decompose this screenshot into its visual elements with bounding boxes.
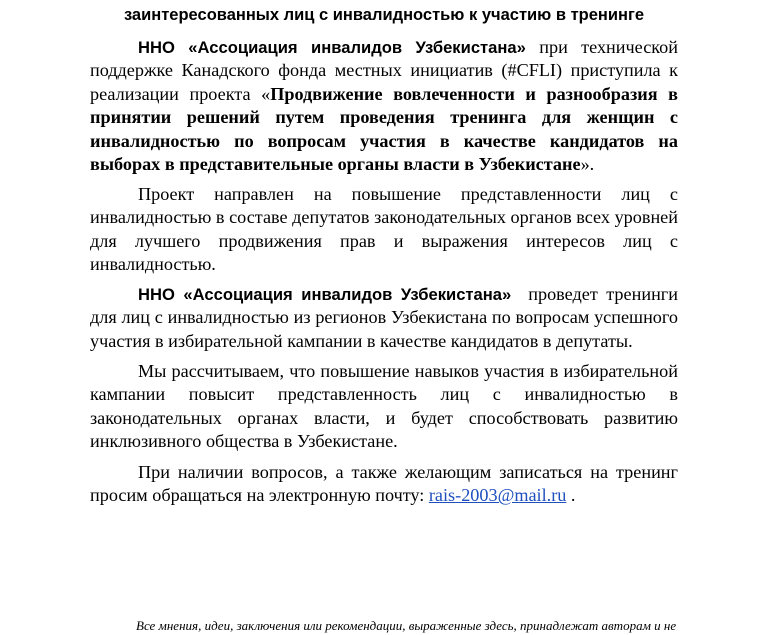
paragraph-text: при технической поддержке Канадского фонда местных инициатив (#CFLI) приступила к реализации проекта « bbox=[90, 37, 679, 104]
paragraph-text: При наличии вопросов, а также желающим записаться на тренинг просим обращаться на электронную почту: bbox=[90, 462, 678, 506]
paragraph-text: . bbox=[566, 485, 576, 506]
paragraph-contact bbox=[90, 461, 678, 508]
paragraph-expectations bbox=[90, 360, 678, 454]
paragraph-text: проведет тренинги для лиц с инвалидностью из регионов Узбекистана по вопросам успешного участия в избирательной кампании в качестве кандидатов в депутаты. bbox=[90, 284, 683, 351]
paragraph-project-goal bbox=[90, 183, 678, 277]
organization-name: ННО «Ассоциация инвалидов Узбекистана» bbox=[138, 38, 526, 57]
paragraph-text: Мы рассчитываем, что повышение навыков участия в избирательной кампании повысит представленность лиц с инвалидностью в законодательных органах власти, и будет способствовать развитию инклюзивного общества в Узбекистане. bbox=[90, 361, 678, 452]
paragraph-text: ». bbox=[580, 154, 595, 175]
disclaimer-footnote: Все мнения, идеи, заключения или рекомендации, выраженные здесь, принадлежат авторам и не bbox=[136, 618, 677, 633]
paragraph-text: Проект направлен на повышение представленности лиц с инвалидностью в составе депутатов законодательных органов всех уровней для лучшего продвижения прав и выражения интересов лиц с инвалидностью. bbox=[90, 184, 678, 275]
project-title: Продвижение вовлеченности и разнообразия в принятии решений путем проведения тренинга для женщин с инвалидностью по вопросам участия в качестве кандидатов на выборах в представительные органы власти в Узбекистане bbox=[90, 83, 678, 175]
paragraph-trainings bbox=[90, 283, 683, 353]
email-link[interactable]: rais-2003@mail.ru bbox=[428, 485, 567, 506]
organization-name: ННО «Ассоциация инвалидов Узбекистана» bbox=[138, 285, 512, 304]
paragraph-project-intro bbox=[90, 36, 678, 176]
document-heading: заинтересованных лиц с инвалидностью к участию в тренинге bbox=[123, 6, 645, 24]
